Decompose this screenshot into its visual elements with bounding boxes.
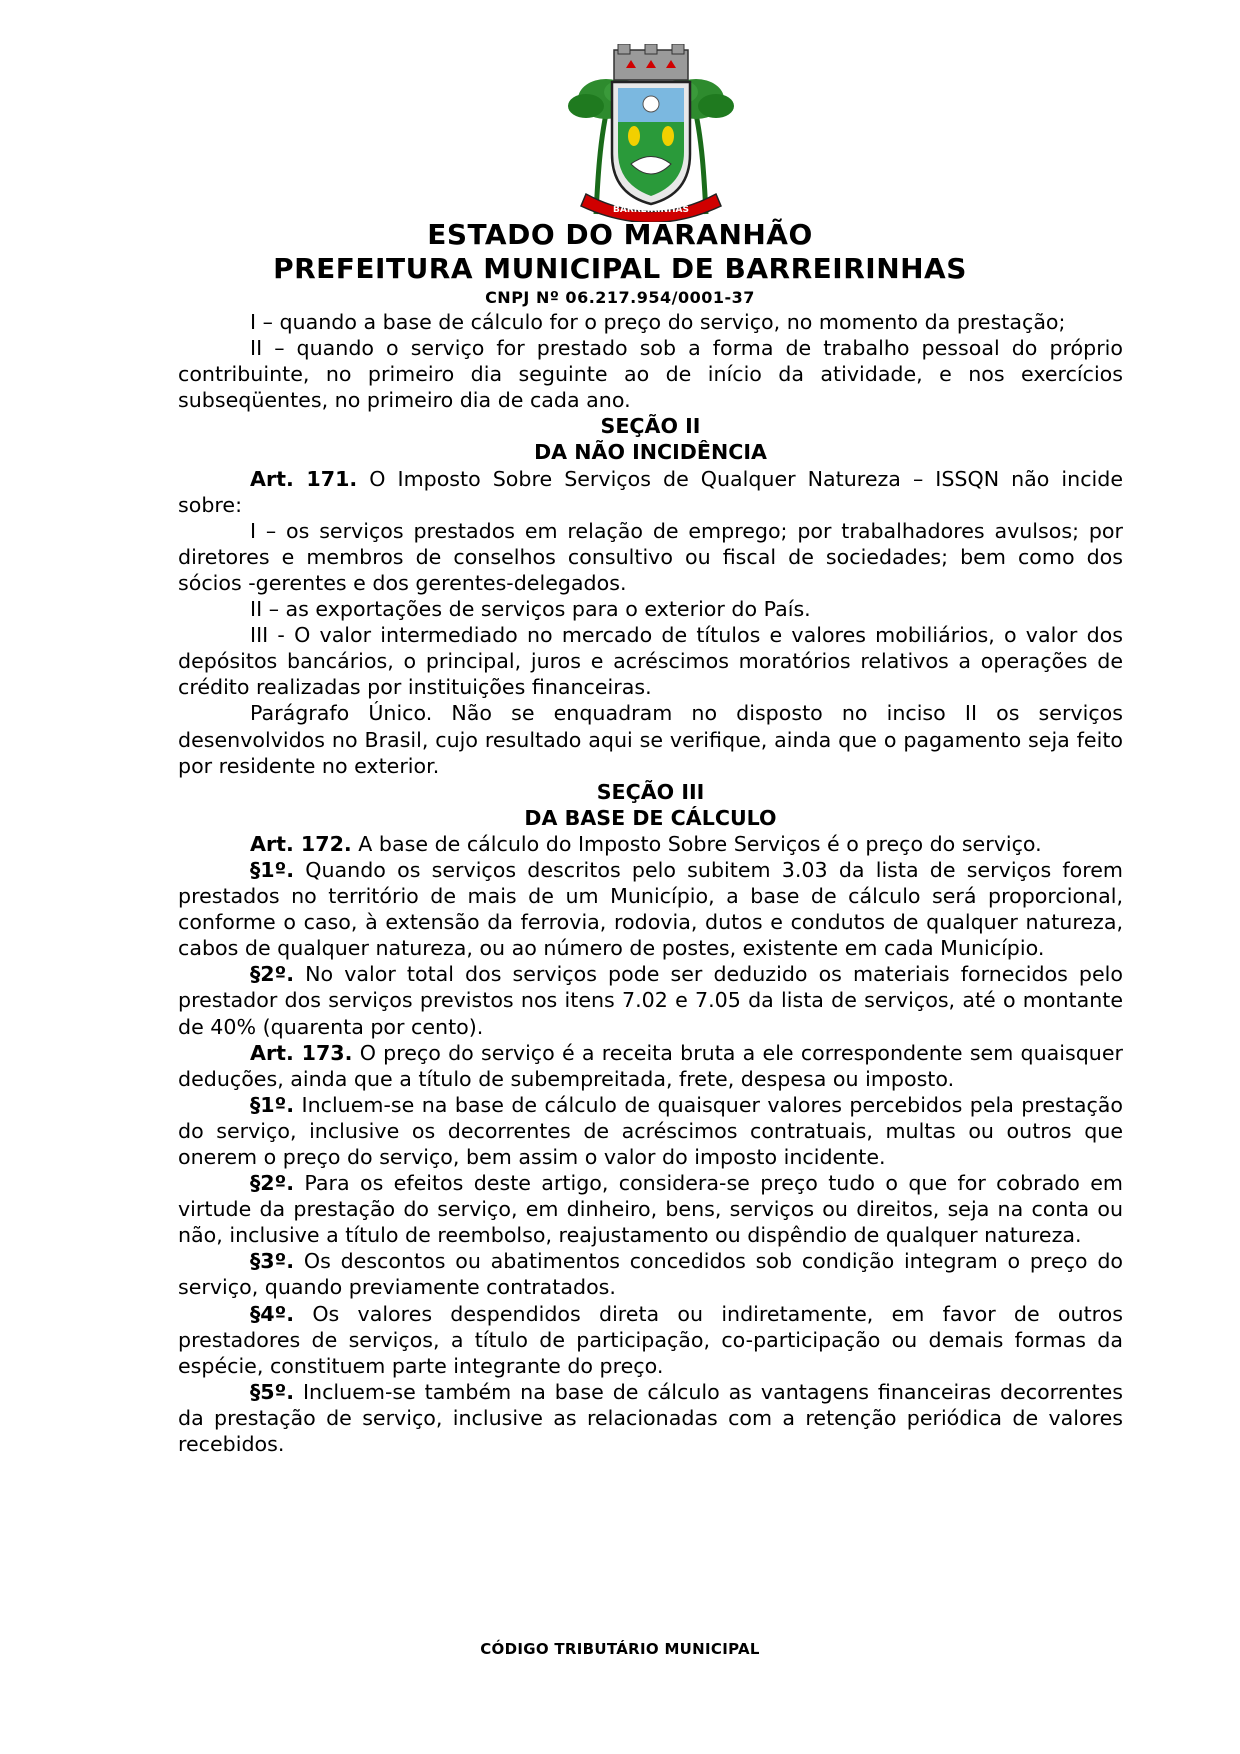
article-171-label: Art. 171. xyxy=(250,466,358,491)
article-172-paragraph-2-text: No valor total dos serviços pode ser deduzido os materiais fornecidos pelo prestador dos serviços previstos nos itens 7.02 e 7.05 da lista de serviços, até o montante de 40% (quarenta por cento). xyxy=(178,962,1123,1039)
article-173-paragraph-1-label: §1º. xyxy=(250,1092,295,1117)
cnpj-line: CNPJ Nº 06.217.954/0001-37 xyxy=(485,288,755,307)
section-ii-title: SEÇÃO II xyxy=(600,414,701,439)
article-171-sole-paragraph: Parágrafo Único. Não se enquadram no disposto no inciso II os serviços desenvolvidos no Brasil, cujo resultado aqui se verifique, ainda que o pagamento seja feito por residente no exterior. xyxy=(178,701,1123,778)
section-iii-subtitle: DA BASE DE CÁLCULO xyxy=(524,805,777,830)
article-173-text: O preço do serviço é a receita bruta a ele correspondente sem quaisquer deduções, ainda que a título de subempreitada, frete, despesa ou imposto. xyxy=(178,1040,1123,1091)
article-172-paragraph-1-text: Quando os serviços descritos pelo subitem 3.03 da lista de serviços forem prestados no território de mais de um Município, a base de cálculo será proporcional, conforme o caso, à extensão da ferrovia, rodovia, dutos e condutos de qualquer natureza, cabos de qualquer natureza, ou ao número de postes, existente em cada Município. xyxy=(178,857,1123,961)
article-173-label: Art. 173. xyxy=(250,1040,353,1065)
article-173-paragraph-3-text: Os descontos ou abatimentos concedidos sob condição integram o preço do serviço, quando previamente contratados. xyxy=(178,1249,1123,1300)
article-173-paragraph-5-label: §5º. xyxy=(250,1379,295,1404)
section-ii-subtitle: DA NÃO INCIDÊNCIA xyxy=(534,440,767,465)
article-172-text: A base de cálculo do Imposto Sobre Serviços é o preço do serviço. xyxy=(351,831,1042,856)
article-171-text: O Imposto Sobre Serviços de Qualquer Natureza – ISSQN não incide sobre: xyxy=(178,466,1123,517)
article-173-paragraph-5 xyxy=(178,1379,1123,1457)
shield xyxy=(612,82,690,204)
article-173-paragraph-2-label: §2º. xyxy=(250,1171,295,1196)
article-171-item-ii: II – as exportações de serviços para o exterior do País. xyxy=(250,597,811,622)
article-173-paragraph-1 xyxy=(178,1092,1123,1170)
state-title: ESTADO DO MARANHÃO xyxy=(427,218,813,251)
document-body xyxy=(178,309,1123,1457)
prefecture-title: PREFEITURA MUNICIPAL DE BARREIRINHAS xyxy=(273,252,967,285)
municipal-coat-of-arms xyxy=(556,44,746,222)
article-172-label: Art. 172. xyxy=(250,831,352,856)
article-173-paragraph-4-text: Os valores despendidos direta ou indiretamente, em favor de outros prestadores de serviços, a título de participação, co-participação ou demais formas da espécie, constituem parte integrante do preço. xyxy=(178,1301,1123,1378)
article-172-paragraph-2-label: §2º. xyxy=(250,962,295,987)
paragraph-item-ii: II – quando o serviço for prestado sob a forma de trabalho pessoal do próprio contribuinte, no primeiro dia seguinte ao de início da atividade, e nos exercícios subseqüentes, no primeiro dia de cada ano. xyxy=(178,336,1123,413)
article-173-paragraph-2 xyxy=(178,1170,1123,1248)
mural-crown xyxy=(614,44,688,80)
article-172 xyxy=(178,831,1123,857)
article-173-paragraph-4-label: §4º. xyxy=(250,1301,295,1326)
article-172-paragraph-1 xyxy=(178,857,1123,961)
article-173-paragraph-1-text: Incluem-se na base de cálculo de quaisquer valores percebidos pela prestação do serviço, inclusive os decorrentes de acréscimos contratuais, multas ou outros que onerem o preço do serviço, bem assim o valor do imposto incidente. xyxy=(178,1092,1123,1169)
paragraph-item-i: I – quando a base de cálculo for o preço do serviço, no momento da prestação; xyxy=(250,310,1066,334)
article-173-paragraph-4 xyxy=(178,1301,1123,1379)
article-171 xyxy=(178,466,1123,518)
article-171-item-iii: III - O valor intermediado no mercado de títulos e valores mobiliários, o valor dos depósitos bancários, o principal, juros e acréscimos moratórios relativos a operações de crédito realizadas por instituições financeiras. xyxy=(178,623,1123,700)
article-171-item-i: I – os serviços prestados em relação de emprego; por trabalhadores avulsos; por diretores e membros de conselhos consultivo ou fiscal de sociedades; bem como dos sócios -gerentes e dos gerentes-delegados. xyxy=(178,518,1123,595)
article-173-paragraph-3-label: §3º. xyxy=(250,1249,295,1274)
page-footer: CÓDIGO TRIBUTÁRIO MUNICIPAL xyxy=(480,1640,760,1658)
article-173-paragraph-5-text: Incluem-se também na base de cálculo as vantagens financeiras decorrentes da prestação de serviço, inclusive as relacionadas com a retenção periódica de valores recebidos. xyxy=(178,1379,1123,1457)
crest-banner-text: BARREIRINHAS xyxy=(613,205,689,215)
article-172-paragraph-1-label: §1º. xyxy=(250,857,295,882)
article-173-paragraph-2-text: Para os efeitos deste artigo, considera-se preço tudo o que for cobrado em virtude da prestação do serviço, em dinheiro, bens, serviços ou direitos, seja na conta ou não, inclusive a título de reembolso, reajustamento ou dispêndio de qualquer natureza. xyxy=(178,1171,1123,1248)
article-173-paragraph-3 xyxy=(178,1248,1123,1300)
article-172-paragraph-2 xyxy=(178,961,1123,1039)
section-iii-title: SEÇÃO III xyxy=(596,779,705,804)
article-173 xyxy=(178,1040,1123,1092)
